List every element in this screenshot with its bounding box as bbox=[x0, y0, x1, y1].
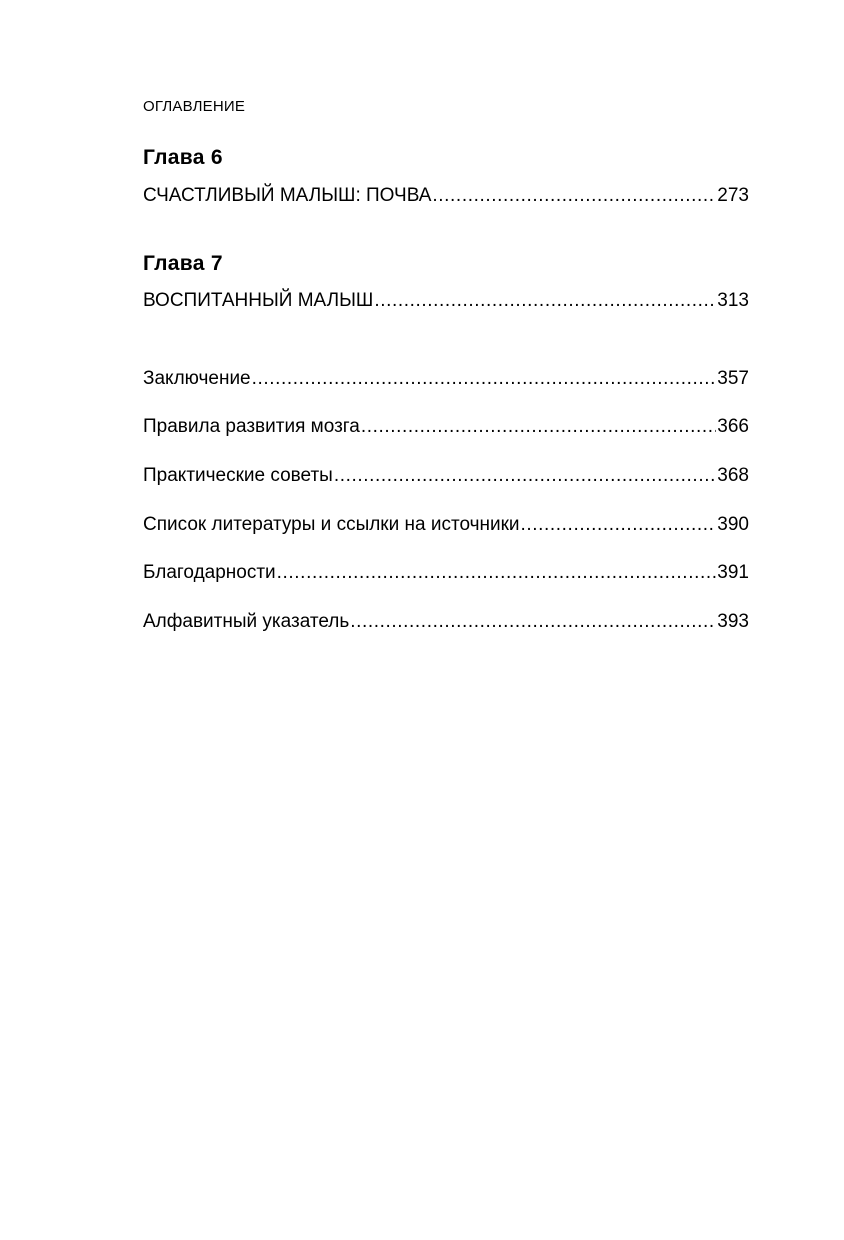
toc-entry-title: Алфавитный указатель bbox=[143, 611, 350, 632]
toc-entry-page: 313 bbox=[717, 290, 749, 311]
toc-entry-title: Список литературы и ссылки на источники bbox=[143, 514, 520, 535]
dot-leader bbox=[374, 289, 716, 313]
dot-leader bbox=[277, 561, 717, 585]
toc-entry-acknowledgements[interactable] bbox=[143, 561, 749, 585]
chapter-heading: Глава 6 bbox=[143, 146, 223, 169]
toc-entry-index[interactable] bbox=[143, 610, 749, 634]
toc-entry-page: 393 bbox=[717, 611, 749, 632]
toc-entry-title: Заключение bbox=[143, 368, 251, 389]
dot-leader bbox=[350, 610, 716, 634]
toc-entry-chapter-6[interactable] bbox=[143, 184, 749, 208]
running-head: ОГЛАВЛЕНИЕ bbox=[143, 98, 246, 115]
toc-entry-references[interactable] bbox=[143, 513, 749, 537]
toc-entry-practical-tips[interactable] bbox=[143, 464, 749, 488]
toc-entry-page: 357 bbox=[717, 368, 749, 389]
toc-entry-brain-rules[interactable] bbox=[143, 415, 749, 439]
toc-entry-page: 368 bbox=[717, 465, 749, 486]
toc-entry-page: 273 bbox=[717, 185, 749, 206]
toc-entry-title: Практические советы bbox=[143, 465, 333, 486]
toc-entry-conclusion[interactable] bbox=[143, 367, 749, 391]
toc-entry-title: Благодарности bbox=[143, 562, 276, 583]
dot-leader bbox=[361, 415, 716, 439]
toc-entry-chapter-7[interactable] bbox=[143, 289, 749, 313]
toc-entry-page: 366 bbox=[717, 416, 749, 437]
chapter-heading: Глава 7 bbox=[143, 252, 223, 275]
dot-leader bbox=[521, 513, 717, 537]
dot-leader bbox=[334, 464, 716, 488]
toc-entry-title: Правила развития мозга bbox=[143, 416, 360, 437]
toc-entry-title: СЧАСТЛИВЫЙ МАЛЫШ: ПОЧВА bbox=[143, 185, 432, 206]
toc-entry-page: 391 bbox=[717, 562, 749, 583]
dot-leader bbox=[432, 184, 716, 208]
toc-entry-page: 390 bbox=[717, 514, 749, 535]
toc-entry-title: ВОСПИТАННЫЙ МАЛЫШ bbox=[143, 290, 374, 311]
dot-leader bbox=[252, 367, 717, 391]
